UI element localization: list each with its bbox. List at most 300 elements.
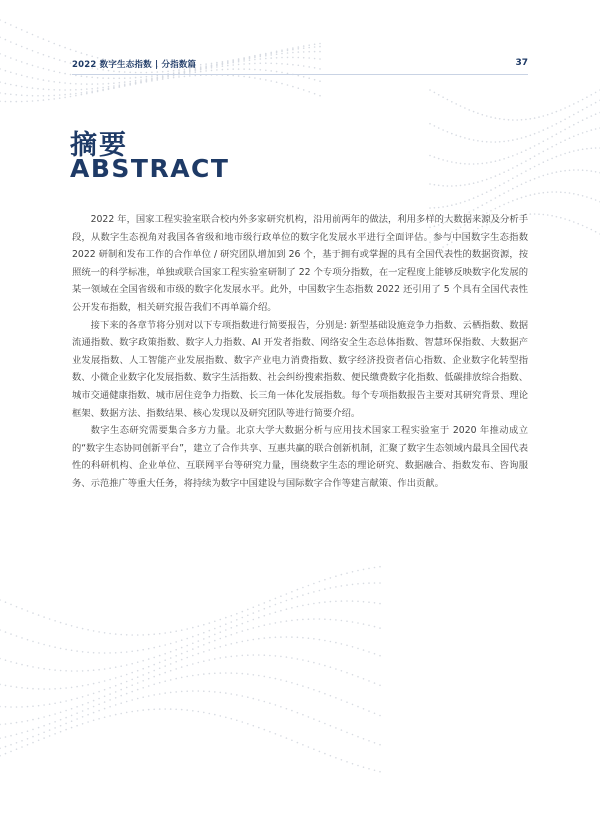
wave-dot [198, 646, 200, 648]
wave-dot [153, 709, 155, 711]
wave-dot [269, 655, 271, 657]
wave-dot [81, 52, 83, 54]
wave-dot [70, 96, 72, 98]
wave-dot [27, 688, 29, 690]
wave-dot [352, 674, 354, 676]
wave-dot [308, 637, 310, 639]
wave-dot [473, 163, 475, 165]
wave-dot [357, 648, 359, 650]
wave-dot [60, 648, 62, 650]
wave-dot [534, 178, 536, 180]
wave-dot [551, 191, 553, 193]
wave-dot [595, 147, 597, 149]
wave-dot [324, 753, 326, 755]
wave-dot [71, 625, 73, 627]
wave-dot [512, 119, 514, 121]
wave-dot [21, 637, 23, 639]
wave-dot [538, 153, 540, 155]
wave-dot [591, 229, 593, 231]
wave-dot [60, 725, 62, 727]
wave-dot [32, 50, 34, 52]
wave-dot [37, 95, 39, 97]
wave-dot [76, 670, 78, 672]
wave-dot [21, 29, 23, 31]
wave-dot [464, 137, 466, 139]
wave-dot [16, 734, 18, 736]
wave-dot [21, 706, 23, 708]
wave-dot [551, 146, 553, 148]
running-title: 2022 数字生态指数 | 分指数篇 [72, 60, 197, 70]
wave-dot [560, 154, 562, 156]
wave-dot [308, 716, 310, 718]
wave-dot [556, 191, 558, 193]
wave-dot [335, 601, 337, 603]
wave-dot [569, 220, 571, 222]
wave-dot [5, 93, 7, 95]
wave-dot [148, 666, 150, 668]
wave-dot [164, 653, 166, 655]
wave-dot [442, 159, 444, 161]
wave-dot [547, 159, 549, 161]
wave-dot [10, 57, 12, 59]
wave-dot [582, 195, 584, 197]
wave-dot [357, 583, 359, 585]
wave-dot [59, 94, 61, 96]
wave-dot [352, 584, 354, 586]
wave-dot [175, 678, 177, 680]
wave-dot [170, 657, 172, 659]
wave-dot [302, 744, 304, 746]
wave-dot [59, 97, 61, 99]
wave-dot [170, 643, 172, 645]
wave-dot [148, 685, 150, 687]
wave-dot [93, 693, 95, 695]
wave-dot [192, 675, 194, 677]
wave-dot [534, 193, 536, 195]
wave-dot [192, 710, 194, 712]
wave-dot [242, 655, 244, 657]
wave-dot [451, 133, 453, 135]
wave-dot [186, 651, 188, 653]
wave-dot [137, 710, 139, 712]
wave-dot [175, 649, 177, 651]
wave-dot [102, 87, 104, 89]
wave-dot [577, 101, 579, 103]
wave-dot [595, 102, 597, 104]
wave-dot [297, 619, 299, 621]
wave-dot [253, 698, 255, 700]
wave-dot [330, 695, 332, 697]
wave-dot [43, 99, 45, 101]
wave-dot [379, 685, 381, 687]
wave-dot [27, 744, 29, 746]
wave-dot [170, 679, 172, 681]
wave-dot [140, 82, 142, 84]
wave-dot [126, 634, 128, 636]
wave-dot [253, 627, 255, 629]
wave-dot [521, 197, 523, 199]
wave-dot [490, 189, 492, 191]
wave-dot [120, 689, 122, 691]
wave-dot [203, 632, 205, 634]
wave-dot [115, 685, 117, 687]
wave-dot [236, 613, 238, 615]
wave-dot [374, 742, 376, 744]
wave-dot [368, 768, 370, 770]
wave-dot [170, 631, 172, 633]
wave-dot [157, 79, 159, 81]
wave-dot [447, 185, 449, 187]
wave-dot [209, 713, 211, 715]
wave-dot [43, 716, 45, 718]
wave-dot [32, 641, 34, 643]
wave-dot [164, 665, 166, 667]
wave-dot [0, 68, 1, 70]
wave-dot [32, 742, 34, 744]
wave-dot [302, 587, 304, 589]
wave-dot [76, 627, 78, 629]
wave-dot [43, 725, 45, 727]
wave-dot [298, 87, 300, 89]
wave-dot [32, 719, 34, 721]
wave-dot [516, 165, 518, 167]
wave-dot [113, 82, 115, 84]
wave-dot [0, 92, 1, 94]
wave-dot [291, 682, 293, 684]
wave-dot [525, 119, 527, 121]
wave-dot [319, 663, 321, 665]
wave-dot [595, 128, 597, 130]
wave-dot [486, 141, 488, 143]
wave-dot [303, 76, 305, 78]
wave-dot [490, 141, 492, 143]
wave-dot [43, 95, 45, 97]
wave-dot [142, 696, 144, 698]
wave-dot [113, 85, 115, 87]
wave-dot [595, 113, 597, 115]
wave-dot [236, 642, 238, 644]
wave-dot [357, 622, 359, 624]
wave-dot [59, 82, 61, 84]
wave-dot [131, 672, 133, 674]
wave-dot [297, 637, 299, 639]
wave-dot [192, 627, 194, 629]
wave-dot [167, 76, 169, 78]
wave-dot [0, 706, 1, 708]
wave-dot [508, 119, 510, 121]
wave-dot [242, 623, 244, 625]
wave-dot [308, 746, 310, 748]
wave-dot [560, 121, 562, 123]
wave-dot [198, 690, 200, 692]
wave-dot [64, 82, 66, 84]
wave-dot [0, 599, 1, 601]
wave-dot [363, 766, 365, 768]
wave-dot [499, 159, 501, 161]
wave-dot [0, 629, 1, 631]
wave-dot [109, 633, 111, 635]
wave-dot [543, 161, 545, 163]
wave-dot [319, 43, 321, 45]
wave-dot [303, 47, 305, 49]
wave-dot [324, 665, 326, 667]
wave-dot [464, 201, 466, 203]
wave-dot [455, 162, 457, 164]
wave-dot [82, 696, 84, 698]
wave-dot [54, 620, 56, 622]
wave-dot [264, 624, 266, 626]
wave-dot [530, 168, 532, 170]
wave-dot [313, 618, 315, 620]
wave-dot [547, 192, 549, 194]
wave-dot [102, 90, 104, 92]
wave-dot [297, 712, 299, 714]
wave-dot [104, 708, 106, 710]
wave-dot [120, 676, 122, 678]
wave-dot [43, 88, 45, 90]
wave-dot [530, 180, 532, 182]
wave-dot [214, 648, 216, 650]
wave-dot [455, 185, 457, 187]
wave-dot [10, 686, 12, 688]
wave-dot [75, 51, 77, 53]
wave-dot [27, 665, 29, 667]
wave-dot [319, 751, 321, 753]
wave-dot [21, 94, 23, 96]
wave-dot [81, 83, 83, 85]
wave-dot [86, 93, 88, 95]
wave-dot [15, 27, 17, 29]
wave-dot [525, 149, 527, 151]
wave-dot [21, 721, 23, 723]
wave-dot [242, 695, 244, 697]
wave-dot [297, 684, 299, 686]
wave-dot [335, 697, 337, 699]
wave-dot [87, 708, 89, 710]
wave-dot [49, 669, 51, 671]
wave-dot [525, 196, 527, 198]
wave-dot [374, 567, 376, 569]
wave-dot [341, 759, 343, 761]
wave-dot [54, 733, 56, 735]
wave-dot [357, 601, 359, 603]
wave-dot [64, 47, 66, 49]
wave-dot [516, 153, 518, 155]
wave-dot [98, 682, 100, 684]
wave-dot [76, 650, 78, 652]
wave-dot [109, 687, 111, 689]
wave-dot [280, 621, 282, 623]
wave-dot [43, 668, 45, 670]
wave-dot [98, 704, 100, 706]
wave-dot [203, 712, 205, 714]
wave-dot [75, 83, 77, 85]
wave-dot [181, 709, 183, 711]
wave-dot [352, 571, 354, 573]
wave-dot [70, 93, 72, 95]
wave-dot [93, 669, 95, 671]
wave-dot [98, 669, 100, 671]
wave-dot [181, 666, 183, 668]
wave-dot [10, 723, 12, 725]
wave-dot [220, 619, 222, 621]
wave-dot [231, 643, 233, 645]
wave-dot [175, 691, 177, 693]
wave-dot [104, 652, 106, 654]
wave-dot [38, 667, 40, 669]
wave-dot [591, 115, 593, 117]
wave-dot [37, 36, 39, 38]
wave-dot [573, 193, 575, 195]
wave-dot [374, 770, 376, 772]
wave-dot [530, 158, 532, 160]
wave-dot [146, 76, 148, 78]
wave-dot [164, 659, 166, 661]
wave-dot [0, 684, 1, 686]
wave-dot [181, 639, 183, 641]
wave-dot [126, 687, 128, 689]
wave-dot [586, 107, 588, 109]
wave-dot [231, 656, 233, 658]
wave-dot [159, 646, 161, 648]
wave-dot [516, 138, 518, 140]
wave-dot [64, 97, 66, 99]
wave-dot [10, 661, 12, 663]
wave-dot [203, 673, 205, 675]
wave-dot [302, 685, 304, 687]
wave-dot [530, 135, 532, 137]
wave-dot [32, 100, 34, 102]
wave-dot [258, 638, 260, 640]
wave-dot [70, 49, 72, 51]
wave-dot [286, 600, 288, 602]
wave-dot [86, 54, 88, 56]
wave-dot [151, 80, 153, 82]
wave-dot [473, 139, 475, 141]
wave-dot [286, 656, 288, 658]
wave-dot [131, 691, 133, 693]
wave-dot [324, 579, 326, 581]
wave-dot [5, 723, 7, 725]
wave-dot [148, 658, 150, 660]
wave-dot [48, 41, 50, 43]
wave-dot [447, 205, 449, 207]
wave-dot [148, 695, 150, 697]
wave-dot [120, 634, 122, 636]
wave-dot [253, 725, 255, 727]
wave-dot [242, 611, 244, 613]
wave-dot [551, 112, 553, 114]
wave-dot [346, 645, 348, 647]
wave-dot [269, 623, 271, 625]
wave-dot [26, 87, 28, 89]
wave-dot [148, 648, 150, 650]
wave-dot [302, 605, 304, 607]
wave-dot [291, 710, 293, 712]
wave-dot [54, 646, 56, 648]
wave-dot [486, 202, 488, 204]
wave-dot [582, 149, 584, 151]
wave-dot [308, 661, 310, 663]
wave-dot [595, 92, 597, 94]
wave-dot [124, 77, 126, 79]
wave-dot [159, 682, 161, 684]
wave-dot [5, 101, 7, 103]
wave-dot [54, 703, 56, 705]
wave-dot [595, 199, 597, 201]
wave-dot [115, 652, 117, 654]
wave-dot [477, 112, 479, 114]
wave-dot [65, 687, 67, 689]
wave-dot [236, 625, 238, 627]
wave-dot [192, 690, 194, 692]
wave-dot [292, 52, 294, 54]
wave-dot [275, 655, 277, 657]
wave-dot [269, 677, 271, 679]
wave-dot [54, 688, 56, 690]
wave-dot [530, 147, 532, 149]
wave-dot [93, 630, 95, 632]
wave-dot [577, 223, 579, 225]
wave-dot [49, 688, 51, 690]
wave-dot [564, 170, 566, 172]
wave-dot [313, 638, 315, 640]
wave-dot [203, 651, 205, 653]
wave-dot [335, 575, 337, 577]
wave-dot [460, 185, 462, 187]
wave-dot [324, 588, 326, 590]
wave-dot [556, 216, 558, 218]
wave-dot [495, 117, 497, 119]
wave-dot [181, 691, 183, 693]
wave-dot [308, 51, 310, 53]
wave-dot [302, 714, 304, 716]
wave-dot [209, 691, 211, 693]
wave-dot [60, 622, 62, 624]
wave-dot [281, 83, 283, 85]
wave-dot [192, 648, 194, 650]
wave-dot [26, 95, 28, 97]
wave-dot [330, 587, 332, 589]
wave-dot [37, 88, 39, 90]
wave-dot [140, 76, 142, 78]
wave-dot [247, 615, 249, 617]
wave-dot [108, 89, 110, 91]
wave-dot [551, 215, 553, 217]
wave-dot [26, 31, 28, 33]
wave-dot [280, 679, 282, 681]
wave-dot [573, 136, 575, 138]
wave-dot [534, 155, 536, 157]
wave-dot [551, 158, 553, 160]
paragraph-2: 接下来的各章节将分别对以下专项指数进行简要报告，分别是: 新型基础设施竞争力指数、云栖指数、数据流通指数、数字政策指数、数字人力指数、AI 开发者指数、网络安全生态总体指数、智慧环保指数、大数据产业发展指数、人工智能产业发展指数、数字产业电力消费指数、数字经济投资者信心指数、企业数字化转型指数、小微企业数字化发展指数、数字生活指数、社会纠纷搜索指数、便民缴费数字化指数、低碳排放综合指数、城市交通健康指数、城市居住竞争力指数、长三角一体化发展指数。每个专项指数报告主要对其研究背景、理论框架、数据方法、指数结果、核心发现以及研究团队等进行简要介绍。 [72, 319, 528, 419]
wave-dot [363, 569, 365, 571]
wave-dot [521, 137, 523, 139]
wave-dot [142, 687, 144, 689]
wave-dot [48, 89, 50, 91]
wave-dot [374, 682, 376, 684]
wave-dot [530, 118, 532, 120]
wave-dot [220, 657, 222, 659]
wave-dot [512, 155, 514, 157]
wave-dot [81, 89, 83, 91]
wave-dot [5, 39, 7, 41]
wave-dot [429, 155, 431, 157]
wave-dot [269, 702, 271, 704]
wave-dot [577, 111, 579, 113]
wave-dot [442, 185, 444, 187]
wave-dot [91, 83, 93, 85]
